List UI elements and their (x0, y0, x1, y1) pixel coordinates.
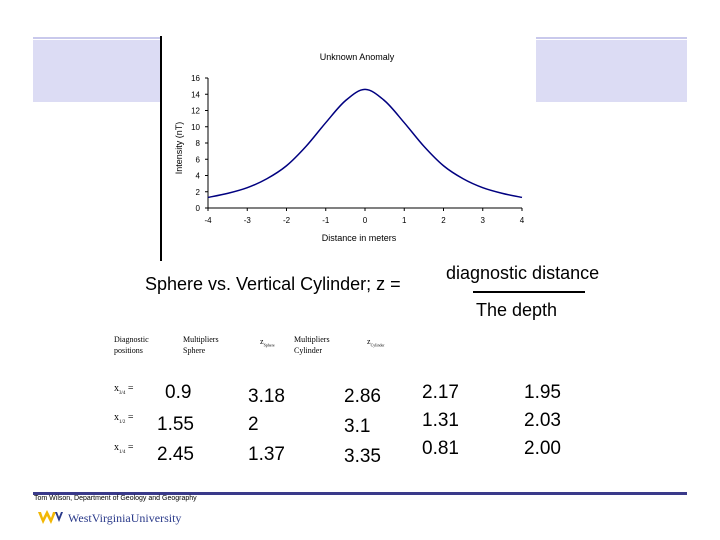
chart-title: Unknown Anomaly (319, 52, 395, 62)
anomaly-chart (162, 36, 536, 261)
row-label-x: x (114, 412, 119, 423)
z-sphere-value: 0.81 (422, 438, 459, 459)
z-sphere-value: 2.17 (422, 382, 459, 403)
row-label-eq: = (127, 442, 134, 453)
z-cylinder-value: 2.00 (524, 438, 561, 459)
x-axis-label: Distance in meters (321, 233, 397, 243)
x-tick-label: 0 (362, 216, 368, 225)
mult-sphere-value: 2.45 (157, 444, 194, 465)
fraction-line (473, 291, 585, 293)
row-label-x14 (114, 442, 134, 455)
row-label-x34 (114, 383, 134, 396)
mult-cylinder-value: 2 (248, 414, 259, 435)
header-mult-cyl-line2: Cylinder (294, 346, 322, 355)
y-tick-label: 14 (191, 90, 200, 100)
formula-text: Sphere vs. Vertical Cylinder; z = (145, 274, 401, 294)
mult-cylinder-value: 3.18 (248, 386, 285, 407)
mult-cylinder-value: 1.37 (248, 444, 285, 465)
header-z-cyl-z: z (367, 337, 371, 346)
x-tick-label: 3 (480, 216, 485, 225)
header-mult-cyl-line1: Multipliers (294, 335, 330, 344)
y-tick-label: 16 (191, 74, 200, 83)
row-label-eq: = (127, 412, 134, 423)
header-z-sphere-z: z (260, 337, 264, 346)
row-label-sub: 1/2 (119, 420, 126, 425)
x-tick-label: -2 (282, 216, 291, 225)
wvu-logo-icon (36, 508, 66, 528)
mult-sphere-value: 1.55 (157, 414, 194, 435)
header-z-sphere (260, 336, 275, 351)
z-cylinder-value: 1.95 (524, 382, 561, 403)
wvu-logo-text: WestVirginiaUniversity (68, 511, 182, 525)
x-tick-label: -4 (204, 216, 212, 225)
x-tick-label: 4 (519, 216, 525, 225)
formula-denominator: The depth (476, 300, 558, 320)
header-diagnostic-line2: positions (114, 346, 143, 355)
formula-numerator: diagnostic distance (446, 263, 600, 283)
header-z-sphere-sub: Sphere (263, 342, 275, 348)
row-label-eq: = (127, 383, 134, 394)
chart-axes (208, 78, 522, 208)
row-label-x: x (114, 442, 119, 453)
row-label-x: x (114, 383, 119, 394)
mult-cylinder2-value: 3.1 (344, 416, 371, 437)
y-tick-label: 6 (195, 155, 200, 165)
y-tick-label: 12 (191, 106, 200, 116)
row-label-x12 (114, 412, 134, 425)
x-tick-label: -1 (322, 216, 330, 225)
x-tick-label: -3 (243, 216, 251, 225)
y-tick-label: 2 (195, 187, 200, 197)
header-multipliers-cylinder (294, 334, 330, 356)
x-tick-label: 2 (441, 216, 446, 225)
z-cylinder-value: 2.03 (524, 410, 561, 431)
y-tick-label: 10 (191, 122, 200, 132)
row-label-sub: 3/4 (119, 391, 126, 396)
footer-credit: Tom Wilson, Department of Geology and Geography (34, 495, 197, 502)
header-multipliers-sphere (183, 334, 219, 356)
mult-sphere-value: 0.9 (165, 382, 192, 403)
chart-panel (160, 36, 536, 261)
header-z-cylinder (367, 336, 385, 351)
header-z-cyl-sub: Cylinder (370, 342, 385, 348)
mult-cylinder2-value: 2.86 (344, 386, 381, 407)
y-tick-label: 4 (195, 171, 200, 181)
chart-ticks (191, 74, 525, 225)
header-mult-sphere-line2: Sphere (183, 346, 206, 355)
header-diagnostic-line1: Diagnostic (114, 335, 149, 344)
y-tick-label: 0 (195, 204, 200, 213)
series-line-0 (208, 89, 522, 197)
mult-cylinder2-value: 3.35 (344, 446, 381, 467)
y-axis-label: Intensity (nT) (174, 121, 184, 175)
header-mult-sphere-line1: Multipliers (183, 335, 219, 344)
x-tick-label: 1 (402, 216, 407, 225)
chart-series (208, 89, 522, 197)
row-label-sub: 1/4 (119, 450, 126, 455)
y-tick-label: 8 (195, 139, 200, 148)
z-sphere-value: 1.31 (422, 410, 459, 431)
header-diagnostic-positions (114, 334, 149, 356)
